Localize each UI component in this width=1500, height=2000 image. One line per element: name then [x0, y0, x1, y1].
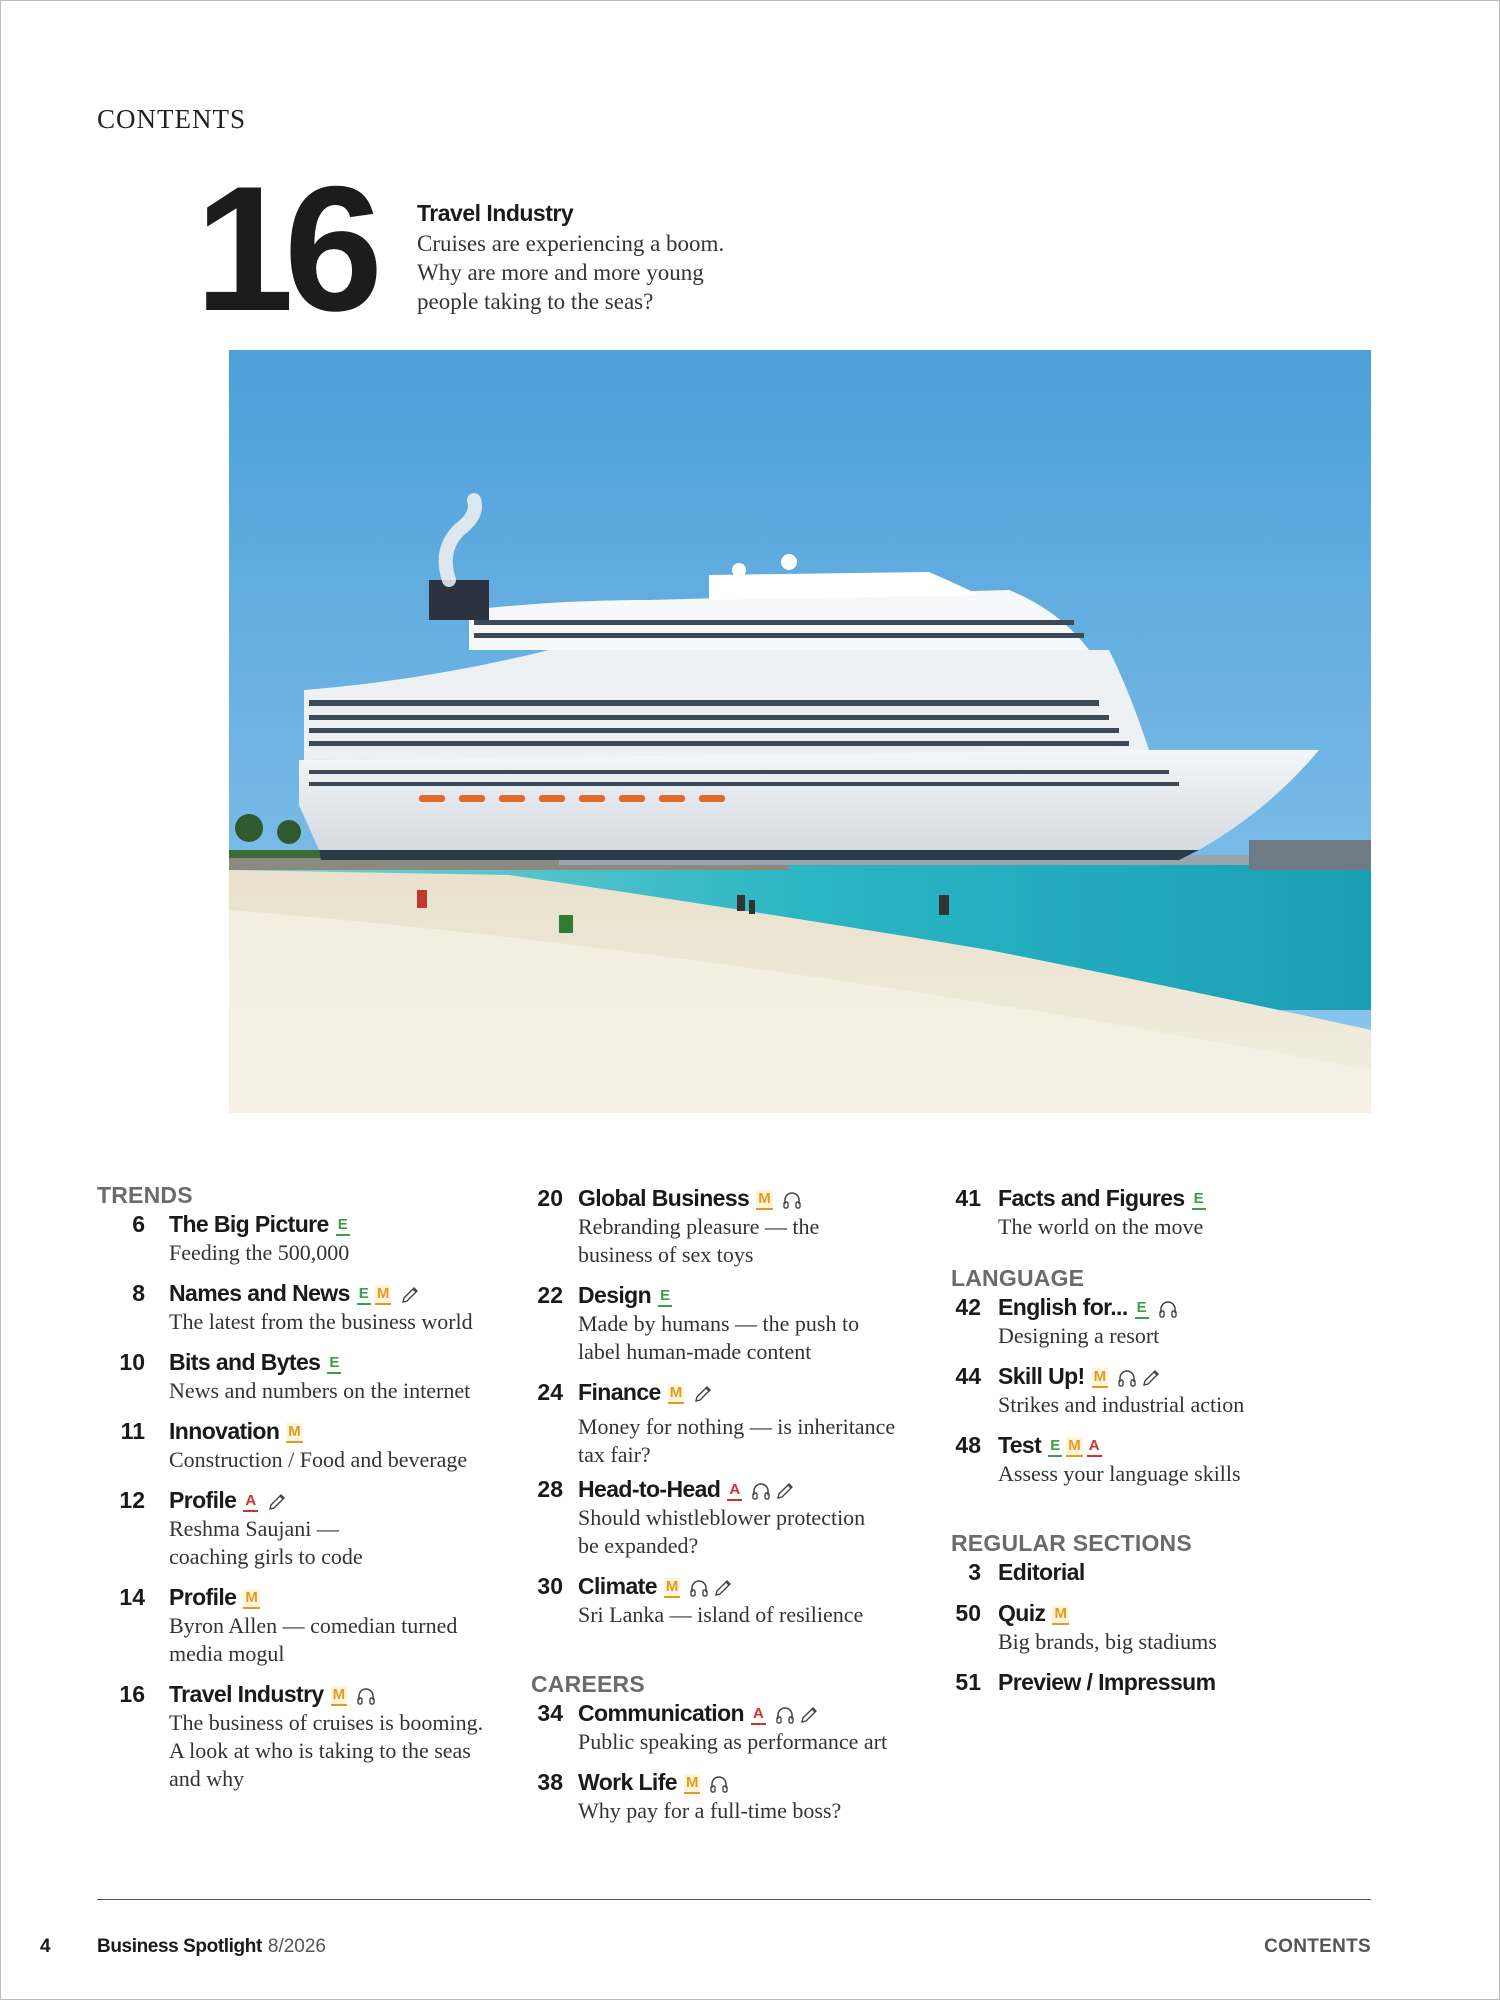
toc-entry[interactable]	[531, 1699, 941, 1756]
entry-description: Big brands, big stadiums	[998, 1629, 1217, 1654]
footer-magazine	[97, 1936, 326, 1958]
feature-teaser[interactable]	[417, 200, 837, 316]
entry-page-number: 12	[119, 1487, 145, 1513]
toc-entry[interactable]	[97, 1417, 497, 1474]
headphones-icon	[1117, 1368, 1137, 1388]
entry-description: Strikes and industrial action	[998, 1392, 1245, 1417]
toc-column-2	[531, 1184, 941, 1837]
hero-photo-cruise-ship	[229, 350, 1371, 1113]
level-badge-advanced: A	[243, 1492, 258, 1512]
toc-column-3	[951, 1184, 1371, 1709]
feature-description-line: Cruises are experiencing a boom.	[417, 231, 725, 256]
toc-entry[interactable]	[531, 1475, 941, 1560]
entry-title: Work Life	[578, 1769, 677, 1795]
pencil-icon	[713, 1578, 733, 1598]
level-badge-easy: E	[327, 1354, 341, 1374]
entry-title: Profile	[169, 1584, 237, 1610]
level-badge-advanced: A	[727, 1481, 742, 1501]
entry-description: Byron Allen — comedian turned	[169, 1613, 458, 1638]
entry-description: The world on the move	[998, 1214, 1204, 1239]
entry-description: A look at who is taking to the seas	[169, 1738, 471, 1763]
entry-description: tax fair?	[578, 1442, 651, 1467]
entry-description: The business of cruises is booming.	[169, 1710, 484, 1735]
entry-page-number: 44	[955, 1363, 981, 1389]
entry-description: Why pay for a full-time boss?	[578, 1798, 842, 1823]
entry-title: Profile	[169, 1487, 237, 1513]
level-badge-medium: M	[375, 1285, 392, 1305]
entry-page-number: 20	[537, 1185, 563, 1211]
entry-description: coaching girls to code	[169, 1544, 363, 1569]
toc-entry[interactable]	[951, 1184, 1371, 1241]
level-badge-advanced: A	[1087, 1437, 1102, 1457]
toc-entry[interactable]	[951, 1599, 1371, 1656]
pencil-icon	[693, 1384, 713, 1404]
toc-entry[interactable]	[951, 1668, 1371, 1697]
entry-page-number: 41	[955, 1185, 981, 1211]
level-badge-medium: M	[664, 1578, 681, 1598]
feature-description-line: Why are more and more young	[417, 260, 704, 285]
entry-description: label human-made content	[578, 1339, 812, 1364]
headphones-icon	[689, 1578, 709, 1598]
entry-description: and why	[169, 1766, 245, 1791]
toc-entry[interactable]	[531, 1768, 941, 1825]
category-heading: LANGUAGE	[951, 1265, 1085, 1291]
pencil-icon	[775, 1481, 795, 1501]
headphones-icon	[1158, 1299, 1178, 1319]
entry-description: Rebranding pleasure — the	[578, 1214, 820, 1239]
entry-title: Innovation	[169, 1418, 280, 1444]
entry-page-number: 22	[537, 1282, 563, 1308]
entry-title: Travel Industry	[169, 1681, 324, 1707]
level-badge-advanced: A	[751, 1705, 766, 1725]
level-badge-medium: M	[286, 1423, 303, 1443]
issue-number: 8/2026	[267, 1936, 326, 1957]
entry-title: Climate	[578, 1573, 657, 1599]
toc-entry[interactable]	[97, 1210, 497, 1267]
entry-page-number: 51	[955, 1669, 981, 1695]
entry-description: Should whistleblower protection	[578, 1505, 866, 1530]
entry-page-number: 11	[120, 1418, 145, 1444]
headphones-icon	[775, 1705, 795, 1725]
footer-section-label: CONTENTS	[1264, 1936, 1371, 1957]
entry-title: Test	[998, 1432, 1042, 1458]
level-badge-medium: M	[1066, 1437, 1083, 1457]
headphones-icon	[782, 1190, 802, 1210]
entry-title: Bits and Bytes	[169, 1349, 321, 1375]
toc-entry[interactable]	[951, 1362, 1371, 1419]
entry-page-number: 28	[537, 1476, 563, 1502]
footer-page-number: 4	[40, 1936, 51, 1957]
level-badge-medium: M	[668, 1384, 685, 1404]
entry-page-number: 8	[132, 1280, 145, 1306]
entry-page-number: 14	[119, 1584, 145, 1610]
level-badge-medium: M	[684, 1774, 701, 1794]
toc-entry[interactable]	[951, 1558, 1371, 1587]
entry-title: Facts and Figures	[998, 1185, 1185, 1211]
entry-page-number: 16	[119, 1681, 145, 1707]
entry-description: Assess your language skills	[998, 1461, 1241, 1486]
pencil-icon	[1141, 1368, 1161, 1388]
entry-page-number: 34	[537, 1700, 563, 1726]
entry-title: Quiz	[998, 1600, 1046, 1626]
feature-description	[417, 229, 837, 316]
feature-description-line: people taking to the seas?	[417, 289, 654, 314]
entry-description: media mogul	[169, 1641, 285, 1666]
toc-entry[interactable]	[97, 1486, 497, 1571]
entry-page-number: 50	[955, 1600, 981, 1626]
feature-page-number[interactable]: 16	[195, 149, 373, 348]
entry-page-number: 48	[955, 1432, 981, 1458]
entry-description: Designing a resort	[998, 1323, 1160, 1348]
entry-description: Reshma Saujani —	[169, 1516, 339, 1541]
toc-entry[interactable]	[531, 1281, 941, 1366]
entry-page-number: 10	[119, 1349, 145, 1375]
entry-description: be expanded?	[578, 1533, 699, 1558]
entry-description: Construction / Food and beverage	[169, 1447, 468, 1472]
category-heading: TRENDS	[97, 1182, 193, 1208]
entry-title: Finance	[578, 1379, 661, 1405]
toc-entry[interactable]	[951, 1293, 1371, 1350]
toc-entry[interactable]	[97, 1680, 497, 1793]
entry-page-number: 3	[968, 1559, 981, 1585]
entry-title: Editorial	[998, 1559, 1085, 1585]
level-badge-medium: M	[1092, 1368, 1109, 1388]
level-badge-medium: M	[243, 1589, 260, 1609]
entry-description: Sri Lanka — island of resilience	[578, 1602, 864, 1627]
headphones-icon	[751, 1481, 771, 1501]
entry-page-number: 42	[955, 1294, 981, 1320]
level-badge-easy: E	[1192, 1190, 1206, 1210]
pencil-icon	[799, 1705, 819, 1725]
pencil-icon	[267, 1492, 287, 1512]
headphones-icon	[709, 1774, 729, 1794]
entry-description: Public speaking as performance art	[578, 1729, 888, 1754]
entry-title: Names and News	[169, 1280, 350, 1306]
entry-title: Communication	[578, 1700, 744, 1726]
entry-description: Made by humans — the push to	[578, 1311, 860, 1336]
entry-title: Head-to-Head	[578, 1476, 721, 1502]
level-badge-easy: E	[658, 1287, 672, 1307]
entry-title: The Big Picture	[169, 1211, 329, 1237]
level-badge-easy: E	[336, 1216, 350, 1236]
toc-entry[interactable]	[531, 1572, 941, 1629]
entry-title: Skill Up!	[998, 1363, 1085, 1389]
level-badge-easy: E	[1135, 1299, 1149, 1319]
entry-page-number: 6	[132, 1211, 145, 1237]
entry-title: Design	[578, 1282, 652, 1308]
entry-title: Global Business	[578, 1185, 750, 1211]
category-heading: REGULAR SECTIONS	[951, 1530, 1192, 1556]
category-heading: CAREERS	[531, 1671, 645, 1697]
level-badge-medium: M	[1052, 1605, 1069, 1625]
entry-title: English for...	[998, 1294, 1128, 1320]
section-label: CONTENTS	[97, 104, 246, 134]
cruise-ship-illustration	[229, 350, 1371, 1113]
magazine-name: Business Spotlight	[97, 1936, 262, 1957]
footer-rule	[97, 1899, 1371, 1900]
level-badge-medium: M	[756, 1190, 773, 1210]
toc-column-1	[97, 1180, 497, 1805]
feature-title: Travel Industry	[417, 200, 574, 226]
toc-entry[interactable]	[951, 1431, 1371, 1488]
level-badge-easy: E	[357, 1285, 371, 1305]
headphones-icon	[356, 1686, 376, 1706]
entry-page-number: 24	[537, 1379, 563, 1405]
toc-entry[interactable]	[531, 1184, 941, 1269]
pencil-icon	[400, 1285, 420, 1305]
toc-entry[interactable]	[97, 1348, 497, 1405]
level-badge-easy: E	[1048, 1437, 1062, 1457]
entry-page-number: 38	[537, 1769, 563, 1795]
toc-entry[interactable]	[97, 1279, 497, 1336]
entry-description: News and numbers on the internet	[169, 1378, 471, 1403]
toc-entry[interactable]	[531, 1378, 941, 1469]
entry-description: Money for nothing — is inheritance	[578, 1414, 896, 1439]
entry-description: Feeding the 500,000	[169, 1240, 350, 1265]
entry-description: The latest from the business world	[169, 1309, 473, 1334]
level-badge-medium: M	[331, 1686, 348, 1706]
toc-entry[interactable]	[97, 1583, 497, 1668]
entry-title: Preview / Impressum	[998, 1669, 1216, 1695]
entry-page-number: 30	[537, 1573, 563, 1599]
entry-description: business of sex toys	[578, 1242, 754, 1267]
